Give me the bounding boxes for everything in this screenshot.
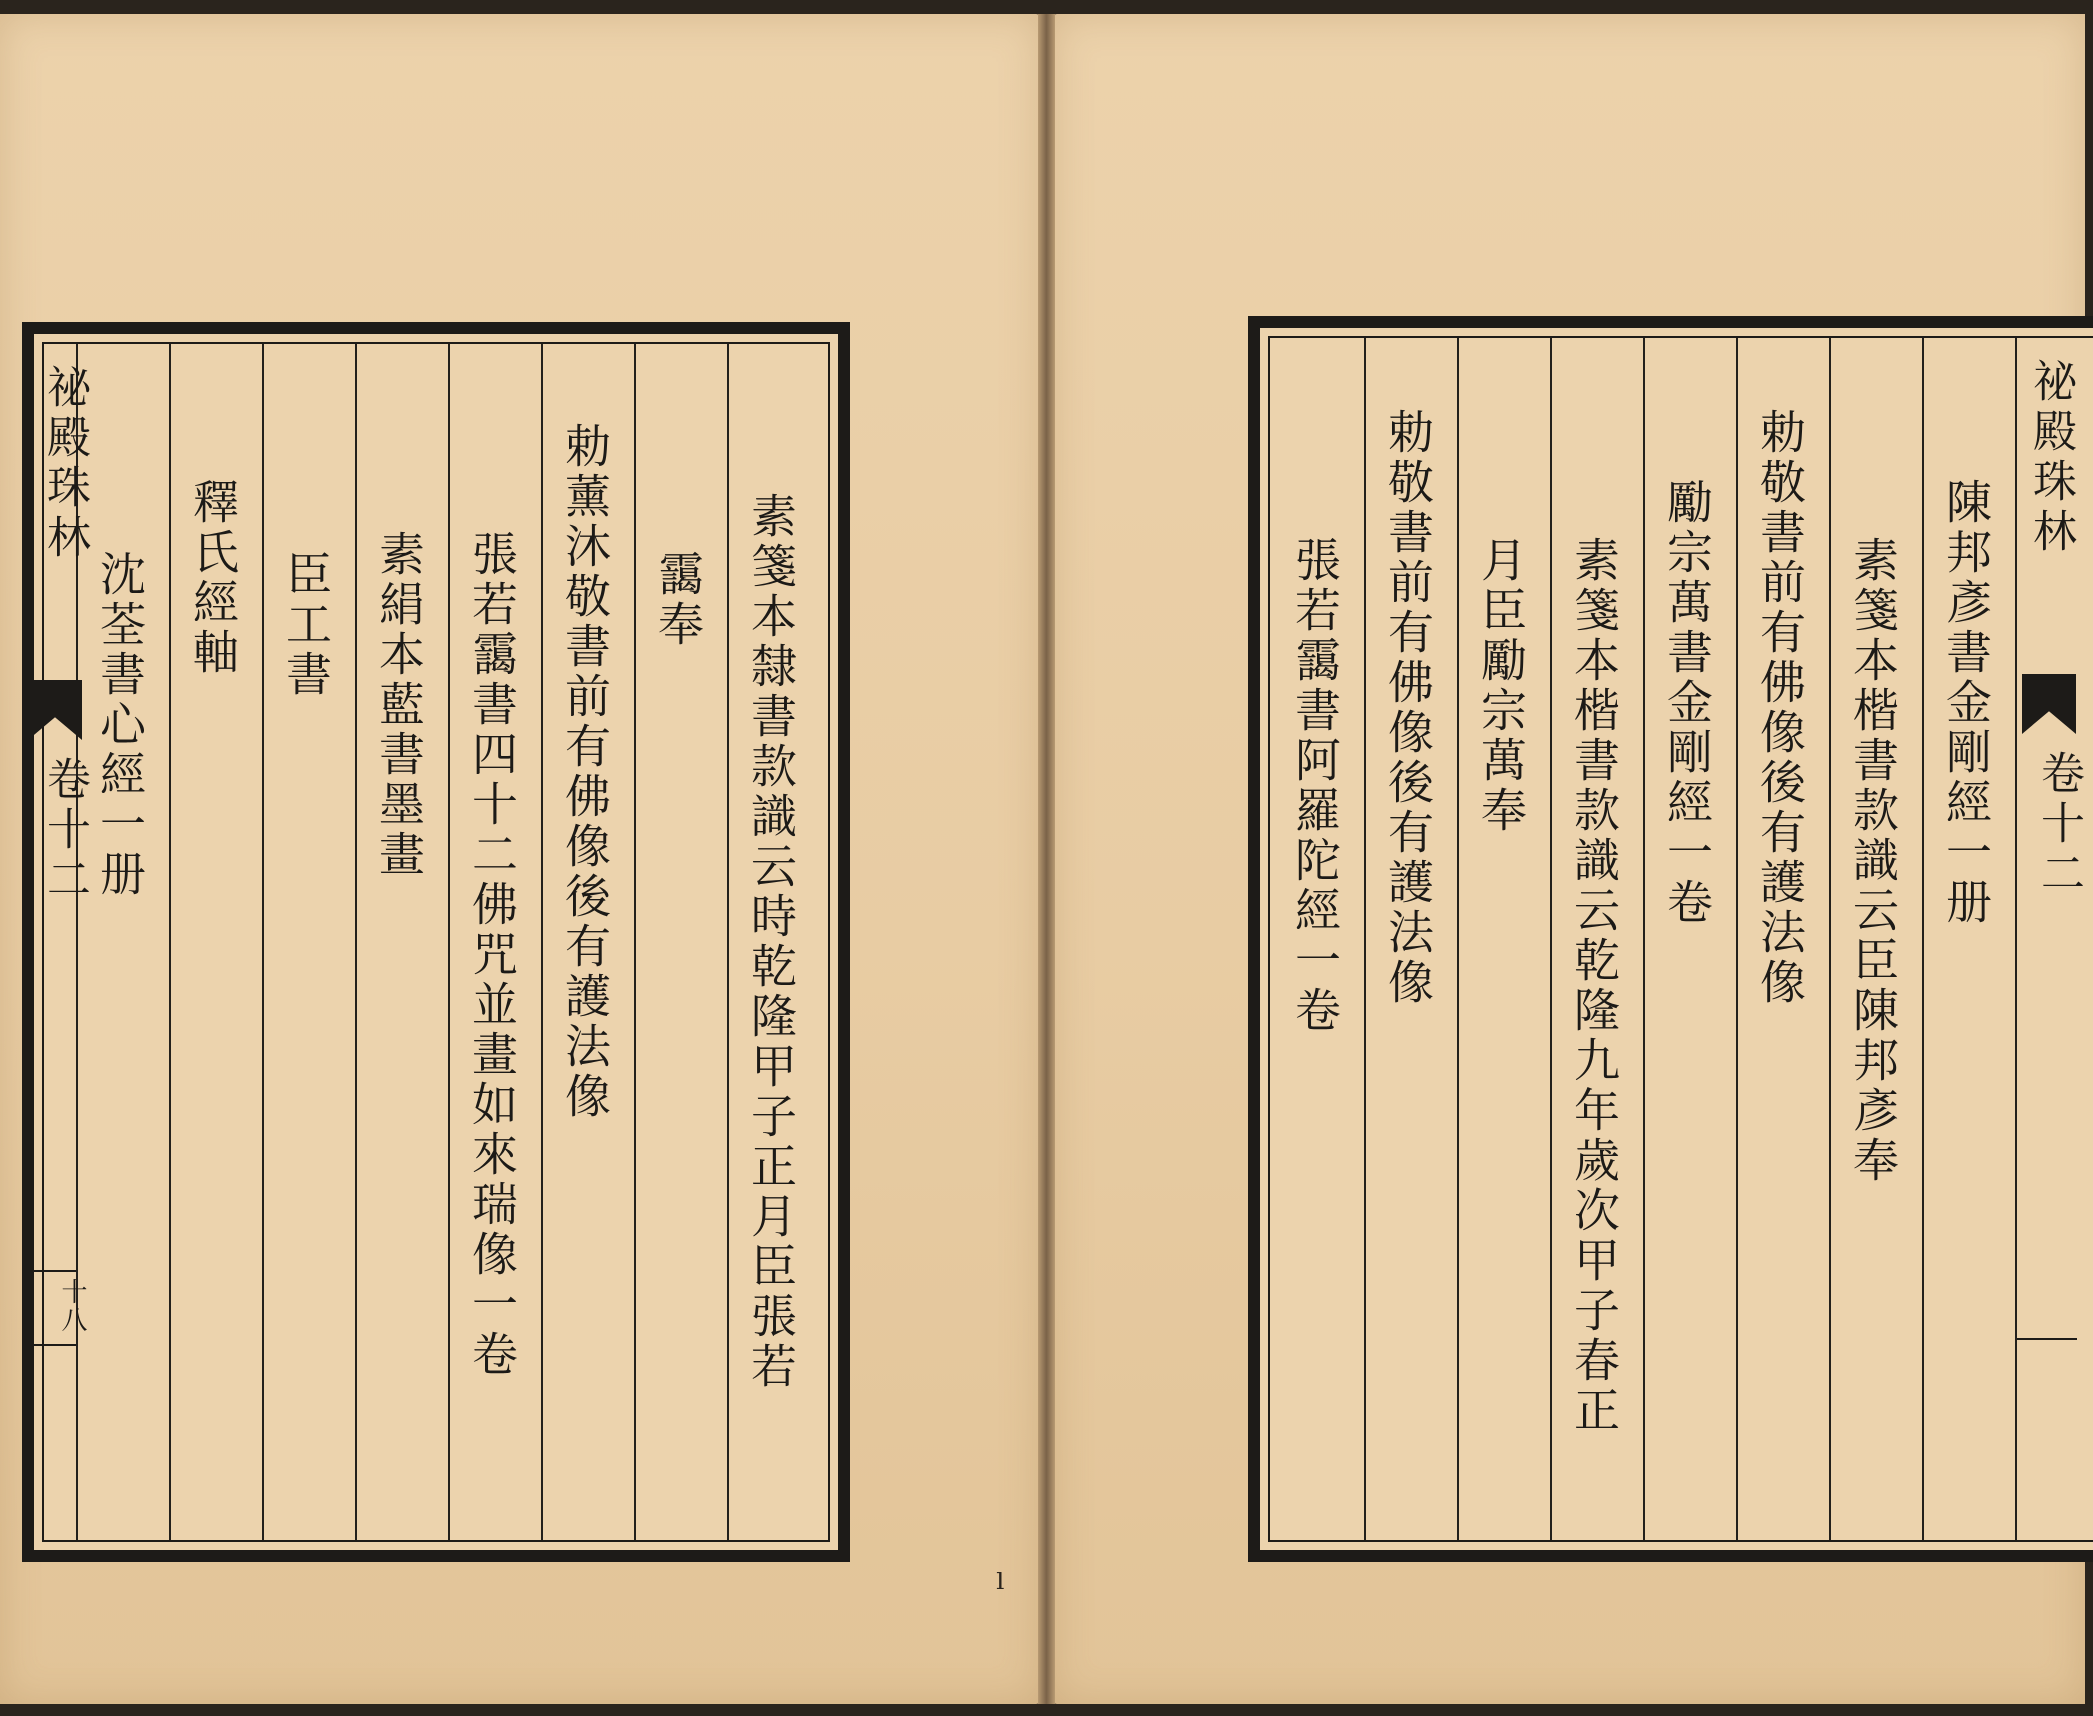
right-page-frame <box>1248 316 2093 1562</box>
right-fishtail-mark <box>2022 674 2076 734</box>
right-margin-title: 祕殿珠林 <box>2025 358 2076 558</box>
column-rule <box>541 344 543 1540</box>
text-column: 勅敬書前有佛像後有護法像 <box>1753 408 1807 1008</box>
left-margin-title: 祕殿珠林 <box>39 364 90 564</box>
left-fold-rule <box>34 1270 76 1272</box>
left-fold-rule <box>34 1344 76 1346</box>
right-inner-border <box>1268 336 2093 1542</box>
column-rule <box>2015 338 2017 1540</box>
left-fishtail-mark <box>28 680 82 740</box>
column-rule <box>355 344 357 1540</box>
column-rule <box>1736 338 1738 1540</box>
text-column: 靄奉 <box>651 550 705 650</box>
column-rule <box>169 344 171 1540</box>
text-column: 陳邦彥書金剛經一册 <box>1939 478 1993 928</box>
right-fold-rule <box>2017 1338 2077 1340</box>
text-column: 釋氏經軸 <box>186 478 240 678</box>
text-column: 張若靄書阿羅陀經一卷 <box>1288 536 1342 1036</box>
text-column: 勅薰沐敬書前有佛像後有護法像 <box>558 422 612 1122</box>
text-column: 勅敬書前有佛像後有護法像 <box>1381 408 1435 1008</box>
text-column: 素箋本隸書款識云時乾隆甲子正月臣張若 <box>744 492 798 1392</box>
text-column: 臣工書 <box>279 550 333 700</box>
text-column: 勵宗萬書金剛經一卷 <box>1660 478 1714 928</box>
left-inner-border <box>39 342 830 1542</box>
column-rule <box>1457 338 1459 1540</box>
paper-blemish: ˡ <box>996 1566 1006 1612</box>
column-rule <box>1550 338 1552 1540</box>
text-column: 素箋本楷書款識云臣陳邦彥奉 <box>1846 536 1900 1186</box>
text-column: 素箋本楷書款識云乾隆九年歲次甲子春正 <box>1567 536 1621 1436</box>
right-margin-volume: 卷十二 <box>2033 750 2084 900</box>
column-rule <box>262 344 264 1540</box>
column-rule <box>727 344 729 1540</box>
text-column: 張若靄書四十二佛咒並畫如來瑞像一卷 <box>465 530 519 1380</box>
left-margin-volume: 卷十二 <box>39 756 90 906</box>
column-rule <box>1364 338 1366 1540</box>
left-page-number: 十八 <box>57 1278 87 1334</box>
column-rule <box>634 344 636 1540</box>
text-column: 月臣勵宗萬奉 <box>1474 536 1528 836</box>
book-gutter <box>1038 14 1055 1704</box>
left-page-frame <box>22 322 850 1562</box>
column-rule <box>448 344 450 1540</box>
column-rule <box>1922 338 1924 1540</box>
text-column: 素絹本藍書墨畫 <box>372 530 426 880</box>
column-rule <box>1643 338 1645 1540</box>
column-rule <box>1829 338 1831 1540</box>
text-column: 沈荃書心經一册 <box>93 550 147 900</box>
